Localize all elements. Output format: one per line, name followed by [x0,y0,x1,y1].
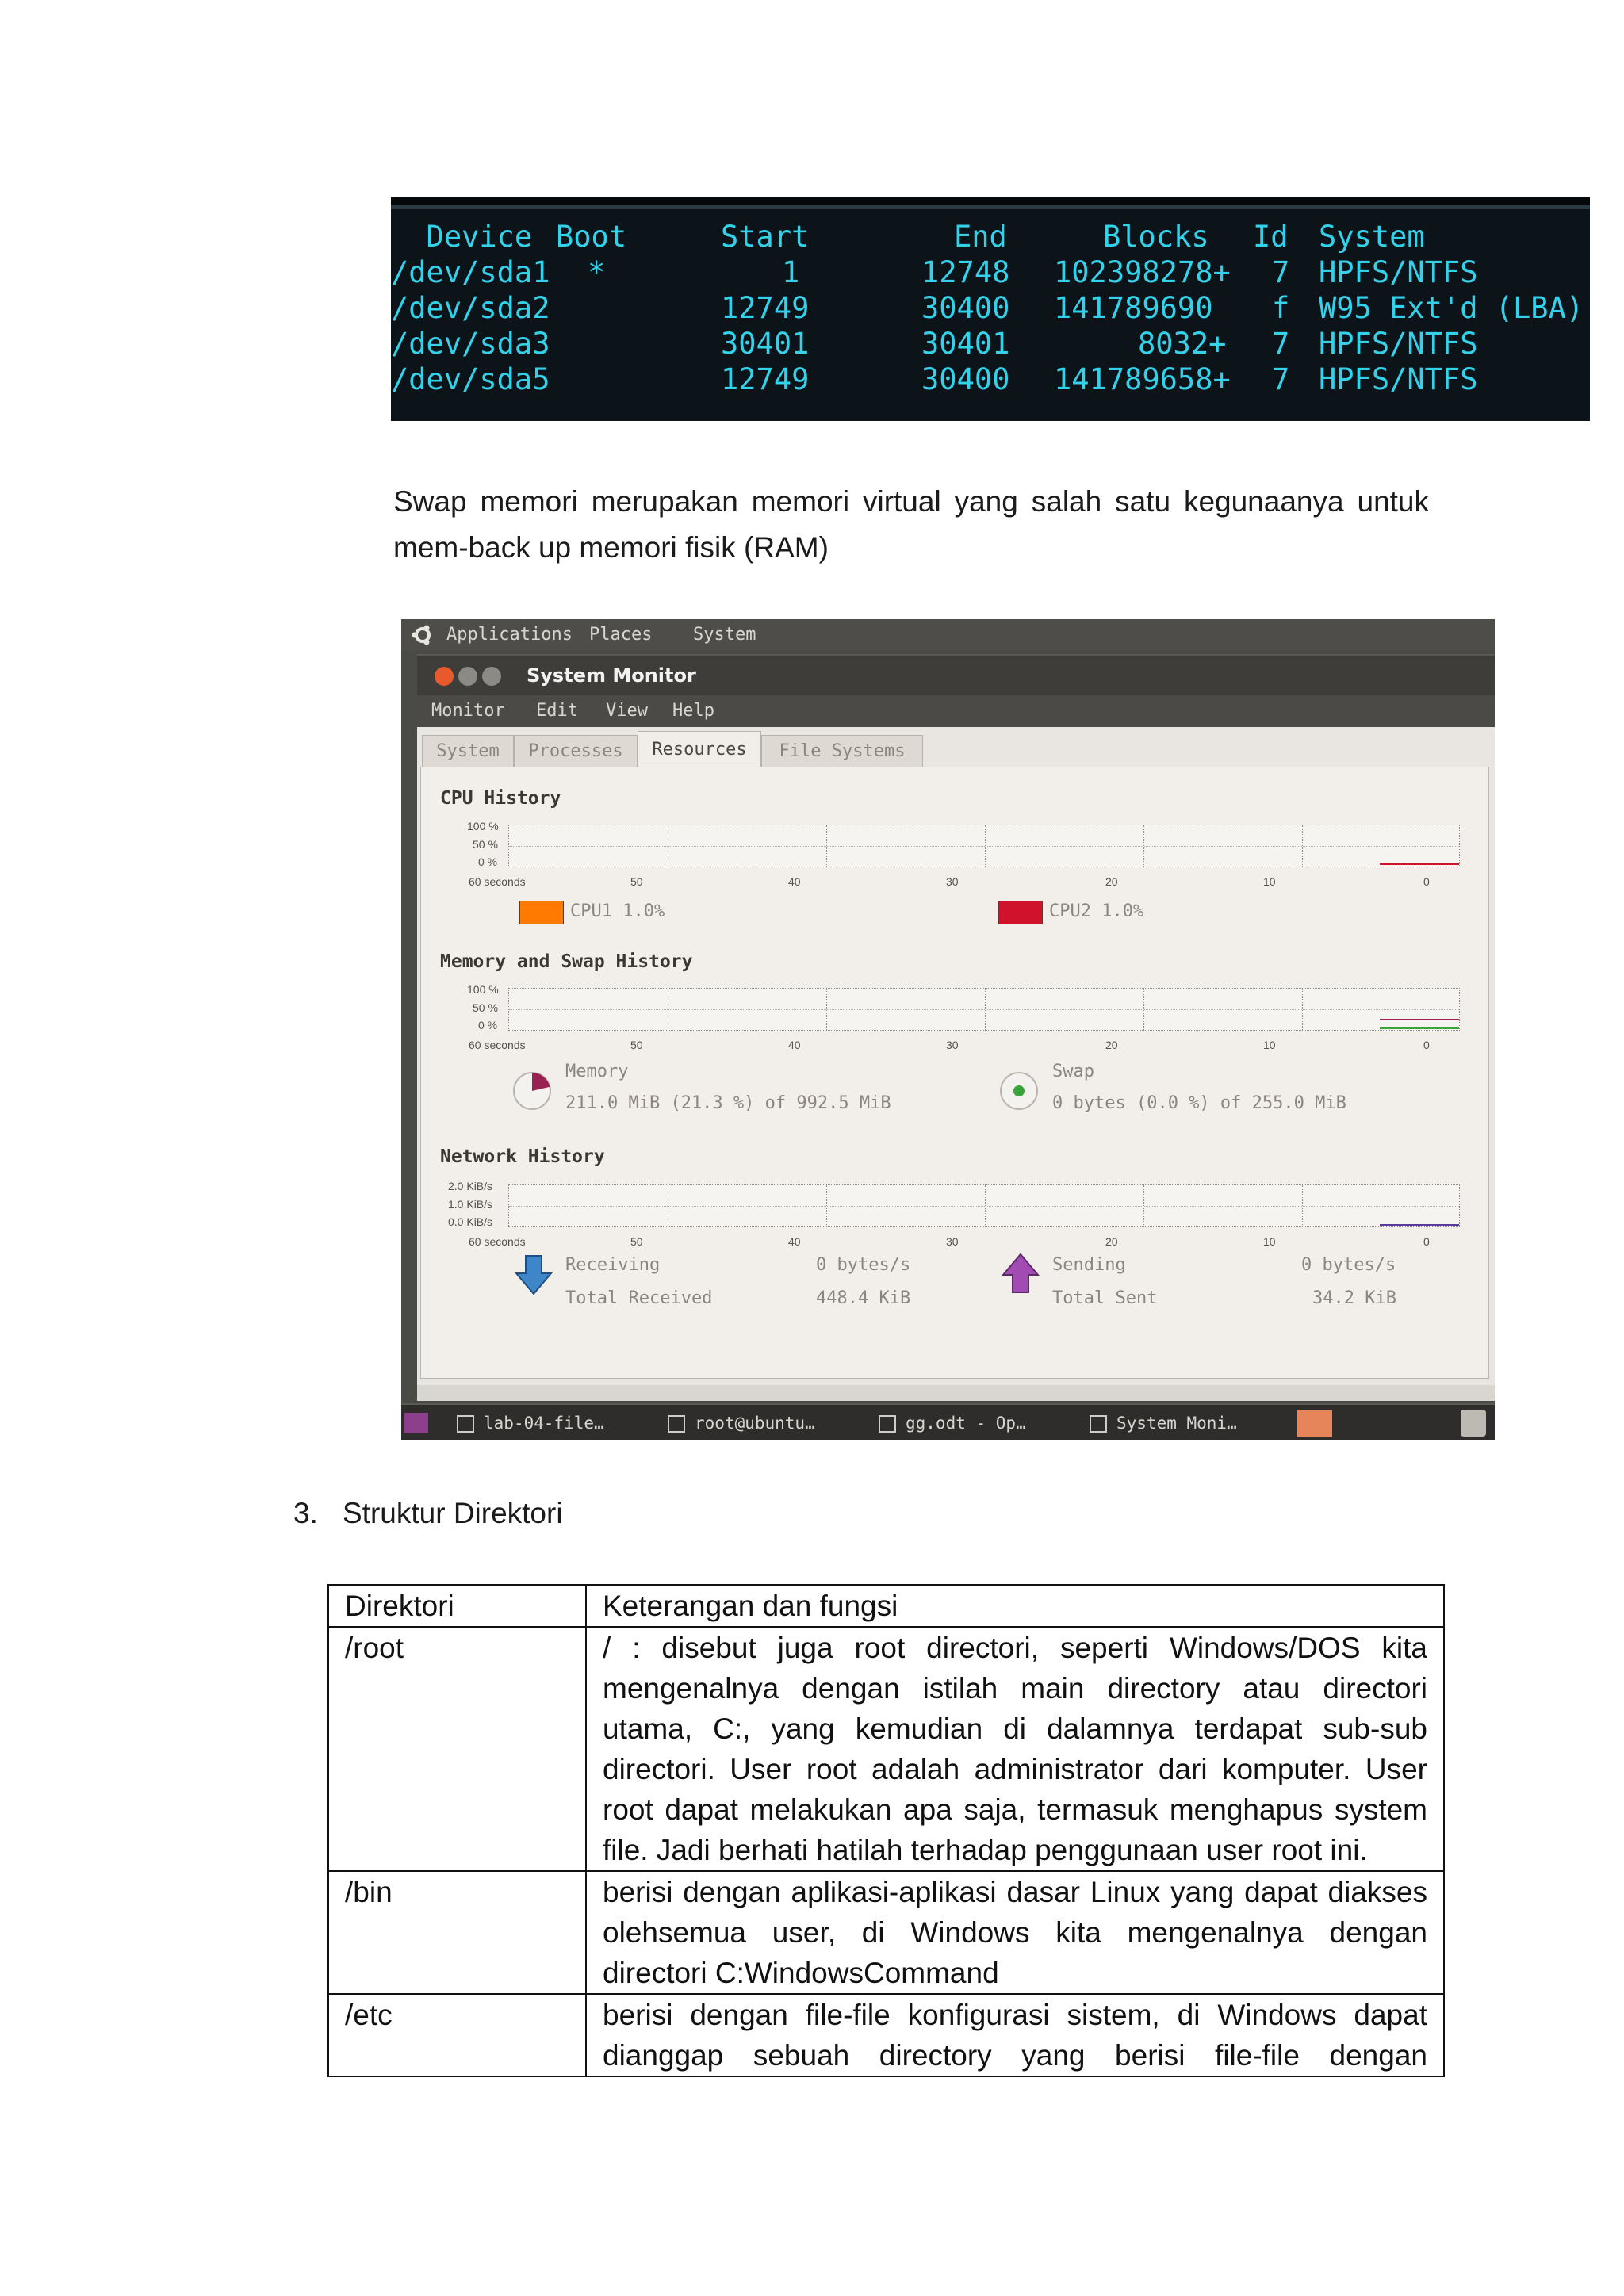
start-value: 30401 [721,327,810,361]
taskbar-item-label: System Moni… [1116,1414,1237,1433]
terminal-top-strip [391,197,1590,205]
id-value: 7 [1272,255,1290,289]
x-tick-label: 60 seconds [469,875,526,888]
x-tick-label: 0 [1423,1039,1430,1051]
x-tick-label: 40 [788,875,801,888]
menu-edit[interactable]: Edit [536,701,578,721]
upload-arrow-icon [1002,1253,1040,1294]
end-value: 30400 [921,362,1010,396]
id-value: 7 [1272,362,1290,396]
terminal-header-row [391,220,1590,254]
menu-system[interactable]: System [693,625,756,645]
system-value: W95 Ext'd (LBA) [1319,291,1584,325]
y-tick-label: 1.0 KiB/s [448,1198,493,1211]
network-trace [1380,1224,1459,1226]
directory-cell: /root [328,1627,586,1871]
network-history-graph [508,1184,1460,1227]
swap-pie-icon [998,1070,1040,1112]
taskbar-item[interactable] [668,1410,815,1437]
section-title: Struktur Direktori [343,1497,563,1529]
cpu1-label: CPU1 1.0% [570,901,665,921]
tab-resources[interactable]: Resources [638,731,761,768]
bottom-taskbar [401,1403,1495,1440]
total-received-label: Total Received [565,1288,713,1308]
x-tick-label: 60 seconds [469,1039,526,1051]
directory-cell: /etc [328,1994,586,2076]
table-row [328,1871,1444,1994]
col-end: End [954,220,1007,254]
graph-grid-line [509,1206,1459,1207]
taskbar-item[interactable] [457,1410,604,1437]
col-start: Start [721,220,810,254]
swap-paragraph-line2: mem-back up memori fisik (RAM) [393,531,829,564]
section-number: 3. [293,1497,318,1529]
menu-monitor[interactable]: Monitor [431,701,505,721]
x-tick-label: 30 [946,1235,959,1248]
document-icon [879,1415,896,1433]
blocks-value: 102398278+ [1054,255,1231,289]
sending-value: 0 bytes/s [1301,1255,1396,1275]
receiving-label: Receiving [565,1255,661,1275]
swap-trace [1380,1027,1459,1029]
x-tick-label: 10 [1263,875,1276,888]
x-tick-label: 10 [1263,1235,1276,1248]
x-tick-label: 60 seconds [469,1235,526,1248]
swap-paragraph-line1: Swap memori merupakan memori virtual yang salah satu kegunaanya untuk [393,485,1429,518]
x-tick-label: 50 [630,875,643,888]
download-arrow-icon [515,1254,553,1295]
directory-structure-table [327,1584,1445,2077]
x-tick-label: 10 [1263,1039,1276,1051]
device-name: /dev/sda3 [391,327,550,361]
id-value: f [1272,291,1290,325]
description-cell: / : disebut juga root directori, seperti Windows/DOS kita mengenalnya dengan istilah main directory atau directori utama, C:, yang kemudian di dalamnya terdapat sub-sub directori. User root adalah administrator dari komputer. User root dapat melakukan apa saja, termasuk menghapus system file. Jadi berhati hatilah terhadap penggunaan user root ini. [586,1627,1444,1871]
x-tick-label: 30 [946,875,959,888]
memory-swap-history-title: Memory and Swap History [440,951,693,972]
system-monitor-icon [1090,1415,1107,1433]
device-name: /dev/sda5 [391,362,550,396]
system-value: HPFS/NTFS [1319,362,1478,396]
terminal-row [391,327,1590,362]
y-tick-label: 0.0 KiB/s [448,1215,493,1228]
window-title: System Monitor [527,664,696,687]
swap-label: Swap [1052,1062,1094,1081]
blocks-value: 141789690 [1054,291,1213,325]
taskbar-item-label: lab-04-file… [484,1414,604,1433]
y-tick-label: 100 % [467,983,499,996]
terminal-row [391,255,1590,290]
table-header-cell: Direktori [328,1585,586,1627]
x-tick-label: 40 [788,1235,801,1248]
terminal-divider [391,205,1590,209]
y-tick-label: 2.0 KiB/s [448,1180,493,1192]
tab-processes[interactable]: Processes [514,735,638,767]
x-tick-label: 0 [1423,1235,1430,1248]
cpu-history-graph [508,825,1460,867]
start-value: 1 [782,255,800,289]
end-value: 30401 [921,327,1010,361]
x-tick-label: 50 [630,1235,643,1248]
ubuntu-logo-icon [412,624,434,646]
graph-grid-line [509,1009,1459,1010]
memory-value: 211.0 MiB (21.3 %) of 992.5 MiB [565,1093,891,1113]
minimize-button[interactable] [458,667,477,686]
blocks-value: 141789658+ [1054,362,1231,396]
device-name: /dev/sda1 [391,255,550,289]
y-tick-label: 100 % [467,820,499,832]
blocks-value: 8032+ [1138,327,1227,361]
memory-label: Memory [565,1062,629,1081]
app-menubar [417,695,1495,727]
memory-history-graph [508,988,1460,1031]
description-cell: berisi dengan aplikasi-aplikasi dasar Linux yang dapat diakses olehsemua user, di Windows kita mengenalnya dengan directori C:WindowsCommand [586,1871,1444,1994]
cpu1-color-swatch[interactable] [519,901,564,924]
col-id: Id [1253,220,1289,254]
directory-cell: /bin [328,1871,586,1994]
trash-icon[interactable] [1461,1410,1486,1437]
taskbar-item-label: root@ubuntu… [695,1414,815,1433]
y-tick-label: 50 % [473,1001,498,1014]
cpu2-label: CPU2 1.0% [1049,901,1144,921]
description-cell: berisi dengan file-file konfigurasi sistem, di Windows dapat dianggap sebuah directory yang berisi file-file dengan [586,1994,1444,2076]
x-tick-label: 20 [1105,875,1118,888]
taskbar-item[interactable] [879,1410,1026,1437]
memory-pie-icon [511,1070,553,1112]
id-value: 7 [1272,327,1290,361]
x-tick-label: 30 [946,1039,959,1051]
total-received-value: 448.4 KiB [816,1288,911,1308]
table-header-row [328,1585,1444,1627]
swap-value: 0 bytes (0.0 %) of 255.0 MiB [1052,1093,1346,1113]
menu-view[interactable]: View [606,701,648,721]
total-sent-value: 34.2 KiB [1312,1288,1396,1308]
show-desktop-icon[interactable] [404,1413,428,1433]
col-boot: Boot [556,220,627,254]
system-value: HPFS/NTFS [1319,255,1478,289]
x-tick-label: 0 [1423,875,1430,888]
tab-file-systems[interactable]: File Systems [761,735,923,767]
end-value: 30400 [921,291,1010,325]
boot-flag: * [588,255,606,289]
table-row [328,1994,1444,2076]
menu-help[interactable]: Help [672,701,714,721]
maximize-button[interactable] [482,667,501,686]
terminal-row [391,362,1590,397]
col-device: Device [391,220,533,254]
memory-trace [1380,1019,1459,1020]
graph-grid-line [509,846,1459,847]
document-icon [457,1415,474,1433]
gnome-top-panel [401,619,1495,651]
sending-label: Sending [1052,1255,1126,1275]
start-value: 12749 [721,291,810,325]
col-system: System [1319,220,1425,254]
y-tick-label: 50 % [473,838,498,851]
close-button[interactable] [435,667,454,686]
tab-system[interactable]: System [422,735,514,767]
window-titlebar[interactable] [417,654,1495,697]
terminal-icon [668,1415,685,1433]
start-value: 12749 [721,362,810,396]
terminal-row [391,291,1590,326]
y-tick-label: 0 % [478,855,498,868]
taskbar-item[interactable] [1090,1410,1237,1437]
device-name: /dev/sda2 [391,291,550,325]
resources-panel [420,767,1489,1379]
end-value: 12748 [921,255,1010,289]
receiving-value: 0 bytes/s [816,1255,911,1275]
x-tick-label: 40 [788,1039,801,1051]
x-tick-label: 20 [1105,1039,1118,1051]
background-window-strip [417,1385,1495,1401]
system-monitor-screenshot [401,619,1495,1440]
table-row [328,1627,1444,1871]
table-header-cell: Keterangan dan fungsi [586,1585,1444,1627]
cpu2-color-swatch[interactable] [998,901,1043,924]
active-window-indicator[interactable] [1297,1410,1332,1437]
total-sent-label: Total Sent [1052,1288,1158,1308]
cpu-trace [1380,863,1459,865]
menu-places[interactable]: Places [589,625,653,645]
col-blocks: Blocks [1103,220,1209,254]
taskbar-item-label: gg.odt - Op… [906,1414,1026,1433]
menu-applications[interactable]: Applications [446,625,573,645]
y-tick-label: 0 % [478,1019,498,1031]
system-value: HPFS/NTFS [1319,327,1478,361]
fdisk-terminal-image [391,197,1590,421]
x-tick-label: 20 [1105,1235,1118,1248]
x-tick-label: 50 [630,1039,643,1051]
cpu-history-title: CPU History [440,788,561,809]
network-history-title: Network History [440,1146,605,1167]
